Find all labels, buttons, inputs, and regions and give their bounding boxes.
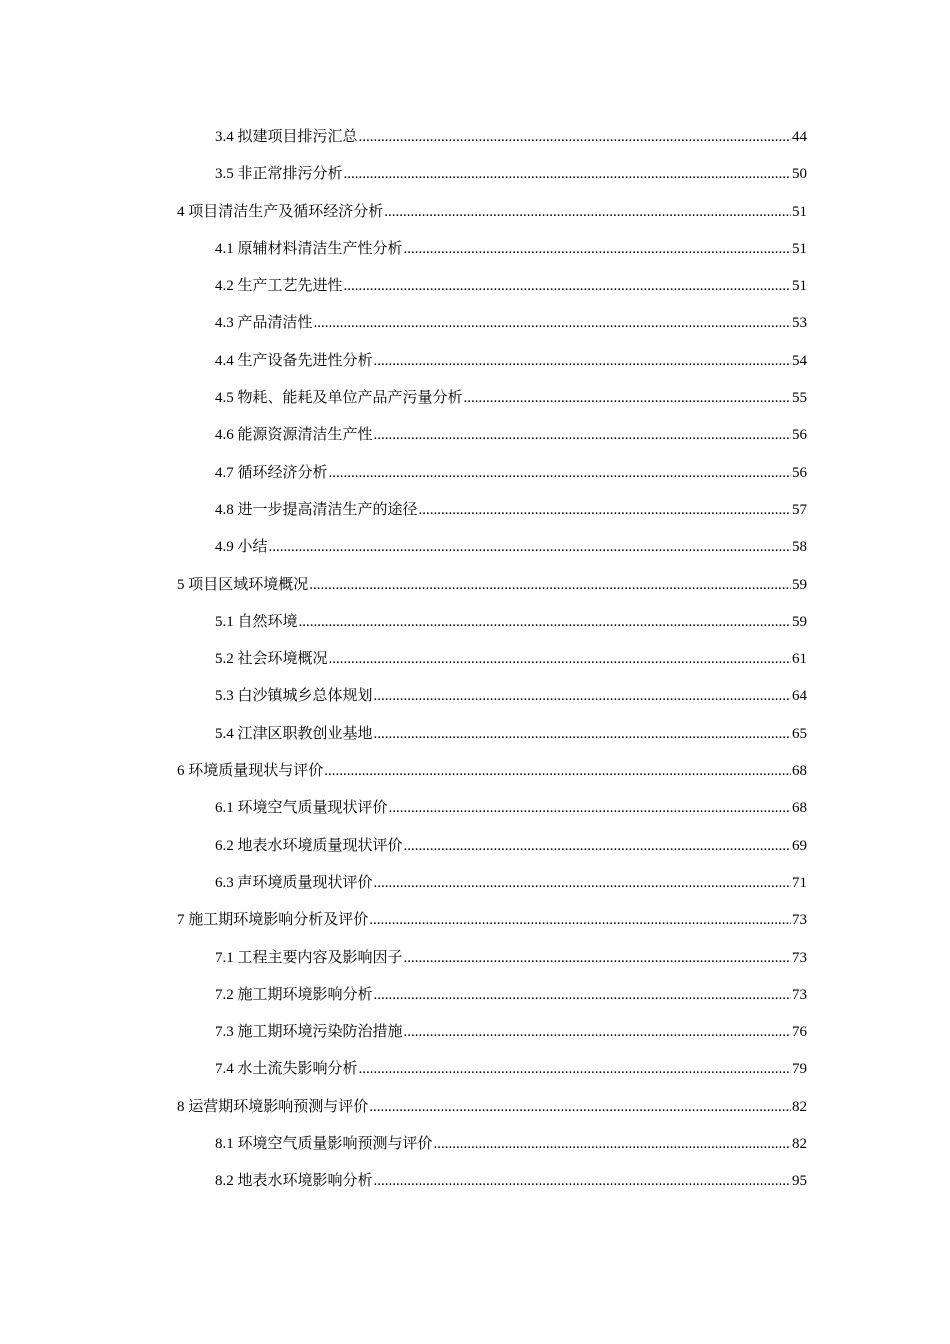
toc-entry-title: 4.4 生产设备先进性分析 [215,352,373,369]
toc-dot-leader [374,982,791,1008]
toc-entry-page-number: 51 [792,278,807,295]
toc-dot-leader [404,236,791,262]
toc-dot-leader [404,833,791,859]
toc-dot-leader [464,385,791,411]
toc-entry[interactable] [177,907,807,944]
toc-entry-page-number: 73 [792,986,807,1003]
toc-dot-leader [434,1131,791,1157]
toc-entry[interactable] [215,721,807,758]
toc-entry-page-number: 50 [792,166,807,183]
toc-dot-leader [374,422,791,448]
toc-entry[interactable] [215,1168,807,1205]
toc-entry[interactable] [215,646,807,683]
toc-dot-leader [419,497,791,523]
table-of-contents [0,124,950,1206]
toc-entry[interactable] [215,460,807,497]
toc-entry-title: 7.2 施工期环境影响分析 [215,986,373,1003]
toc-entry-page-number: 58 [792,539,807,556]
toc-entry-page-number: 73 [792,912,807,929]
toc-entry-page-number: 56 [792,427,807,444]
toc-entry-page-number: 82 [792,1136,807,1153]
toc-entry-title: 6.1 环境空气质量现状评价 [215,800,388,817]
toc-dot-leader [369,1094,791,1120]
toc-entry-title: 5.1 自然环境 [215,613,298,630]
toc-entry-title: 5 项目区域环境概况 [177,576,309,593]
toc-entry-page-number: 95 [792,1173,807,1190]
toc-entry-title: 4 项目清洁生产及循环经济分析 [177,203,384,220]
toc-entry[interactable] [215,870,807,907]
toc-entry-title: 5.3 白沙镇城乡总体规划 [215,688,373,705]
toc-entry-title: 7.4 水土流失影响分析 [215,1061,358,1078]
toc-entry-page-number: 55 [792,390,807,407]
toc-dot-leader [344,161,791,187]
toc-entry[interactable] [215,1019,807,1056]
toc-entry-page-number: 54 [792,352,807,369]
toc-entry[interactable] [215,310,807,347]
toc-entry-title: 4.3 产品清洁性 [215,315,313,332]
toc-entry-page-number: 51 [792,203,807,220]
toc-dot-leader [324,758,791,784]
toc-entry[interactable] [215,385,807,422]
toc-entry[interactable] [177,572,807,609]
toc-entry-title: 6.3 声环境质量现状评价 [215,874,373,891]
toc-dot-leader [374,721,791,747]
toc-entry[interactable] [215,833,807,870]
toc-entry-page-number: 73 [792,949,807,966]
toc-entry-page-number: 59 [792,613,807,630]
toc-entry-page-number: 76 [792,1024,807,1041]
toc-entry-page-number: 56 [792,464,807,481]
toc-dot-leader [359,124,791,150]
toc-entry-title: 6.2 地表水环境质量现状评价 [215,837,403,854]
toc-entry[interactable] [215,795,807,832]
toc-entry-title: 4.7 循环经济分析 [215,464,328,481]
toc-entry-title: 7 施工期环境影响分析及评价 [177,912,369,929]
toc-dot-leader [374,348,791,374]
toc-entry-title: 4.9 小结 [215,539,268,556]
toc-entry[interactable] [215,422,807,459]
toc-entry-title: 4.6 能源资源清洁生产性 [215,427,373,444]
toc-dot-leader [369,907,791,933]
toc-entry[interactable] [177,758,807,795]
toc-entry[interactable] [215,609,807,646]
toc-entry-title: 4.8 进一步提高清洁生产的途径 [215,501,418,518]
toc-entry-title: 6 环境质量现状与评价 [177,763,324,780]
toc-entry[interactable] [215,348,807,385]
toc-entry-title: 5.2 社会环境概况 [215,651,328,668]
toc-entry-page-number: 68 [792,800,807,817]
toc-entry[interactable] [215,497,807,534]
toc-entry[interactable] [177,1094,807,1131]
toc-dot-leader [359,1056,791,1082]
toc-dot-leader [384,199,791,225]
toc-entry[interactable] [215,982,807,1019]
toc-entry[interactable] [177,199,807,236]
toc-entry-title: 8.2 地表水环境影响分析 [215,1173,373,1190]
toc-entry-page-number: 65 [792,725,807,742]
toc-entry[interactable] [215,1131,807,1168]
toc-entry-page-number: 59 [792,576,807,593]
toc-entry-page-number: 68 [792,763,807,780]
toc-entry[interactable] [215,273,807,310]
toc-entry-title: 7.1 工程主要内容及影响因子 [215,949,403,966]
toc-dot-leader [344,273,791,299]
toc-dot-leader [329,646,791,672]
toc-entry[interactable] [215,161,807,198]
toc-dot-leader [374,1168,791,1194]
toc-dot-leader [374,870,791,896]
toc-entry-page-number: 57 [792,501,807,518]
toc-entry-page-number: 69 [792,837,807,854]
toc-entry[interactable] [215,124,807,161]
toc-entry-title: 3.4 拟建项目排污汇总 [215,129,358,145]
toc-entry-title: 5.4 江津区职教创业基地 [215,725,373,742]
toc-entry-title: 8 运营期环境影响预测与评价 [177,1098,369,1115]
toc-entry-page-number: 51 [792,240,807,257]
toc-entry[interactable] [215,534,807,571]
toc-entry[interactable] [215,236,807,273]
toc-dot-leader [299,609,791,635]
toc-entry-title: 7.3 施工期环境污染防治措施 [215,1024,403,1041]
toc-dot-leader [329,460,791,486]
toc-dot-leader [309,572,791,598]
toc-entry-page-number: 53 [792,315,807,332]
toc-entry-page-number: 82 [792,1098,807,1115]
toc-entry-title: 3.5 非正常排污分析 [215,166,343,183]
toc-entry-title: 4.2 生产工艺先进性 [215,278,343,295]
toc-entry-page-number: 79 [792,1061,807,1078]
toc-entry-title: 4.1 原辅材料清洁生产性分析 [215,240,403,257]
toc-dot-leader [314,310,791,336]
toc-dot-leader [374,683,791,709]
toc-dot-leader [389,795,791,821]
toc-entry-page-number: 61 [792,651,807,668]
toc-dot-leader [269,534,791,560]
toc-entry[interactable] [215,683,807,720]
toc-entry-page-number: 64 [792,688,807,705]
toc-entry-page-number: 71 [792,874,807,891]
toc-entry-title: 8.1 环境空气质量影响预测与评价 [215,1136,433,1153]
toc-entry[interactable] [215,945,807,982]
toc-dot-leader [404,1019,791,1045]
toc-entry-page-number: 44 [792,129,807,145]
toc-entry[interactable] [215,1056,807,1093]
toc-dot-leader [404,945,791,971]
toc-entry-title: 4.5 物耗、能耗及单位产品产污量分析 [215,390,463,407]
